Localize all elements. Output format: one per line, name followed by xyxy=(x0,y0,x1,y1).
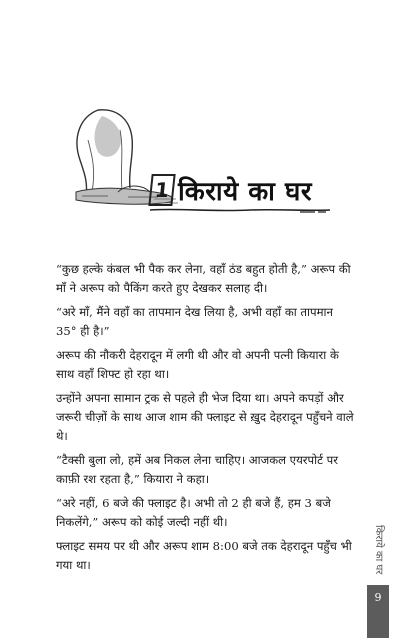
chapter-heading xyxy=(150,170,312,210)
chapter-underline xyxy=(150,207,330,213)
paragraph: “कुछ हल्के कंबल भी पैक कर लेना, वहाँ ठंड बहुत होती है,” अरूप की माँ ने अरूप को पैकिंग करते हुए देखकर सलाह दी। xyxy=(56,262,351,295)
paragraph: “अरे माँ, मैंने वहाँ का तापमान देख लिया है, अभी वहाँ का तापमान 35° ही है।” xyxy=(56,305,333,338)
side-chapter-label: किराये का घर xyxy=(373,525,384,575)
page-number: 9 xyxy=(374,591,382,604)
page-number-tab xyxy=(367,585,389,638)
paragraph: “अरे नहीं, 6 बजे की फ्लाइट है। अभी तो 2 ही बजे हैं, हम 3 बजे निकलेंगे,” अरूप को कोई जल्दी नहीं थी। xyxy=(56,496,331,529)
body-text xyxy=(56,260,354,580)
paragraph: उन्होंने अपना सामान ट्रक से पहले ही भेज दिया था। अपने कपड़ों और जरूरी चीज़ों के साथ आज शाम की फ्लाइट से ख़ुद देहरादून पहुँचने वाले थे। xyxy=(56,391,354,443)
paragraph: फ्लाइट समय पर थी और अरूप शाम 8:00 बजे तक देहरादून पहुँच भी गया था। xyxy=(56,539,352,572)
paragraph: “टैक्सी बुला लो, हमें अब निकल लेना चाहिए। आजकल एयरपोर्ट पर काफ़ी रश रहता है,” कियारा ने कहा। xyxy=(56,453,338,486)
paragraph: अरूप की नौकरी देहरादून में लगी थी और वो अपनी पत्नी कियारा के साथ वहाँ शिफ्ट हो रहा था। xyxy=(56,348,339,381)
chapter-title: किराये का घर xyxy=(178,177,312,207)
chapter-number: 1 xyxy=(148,174,175,206)
